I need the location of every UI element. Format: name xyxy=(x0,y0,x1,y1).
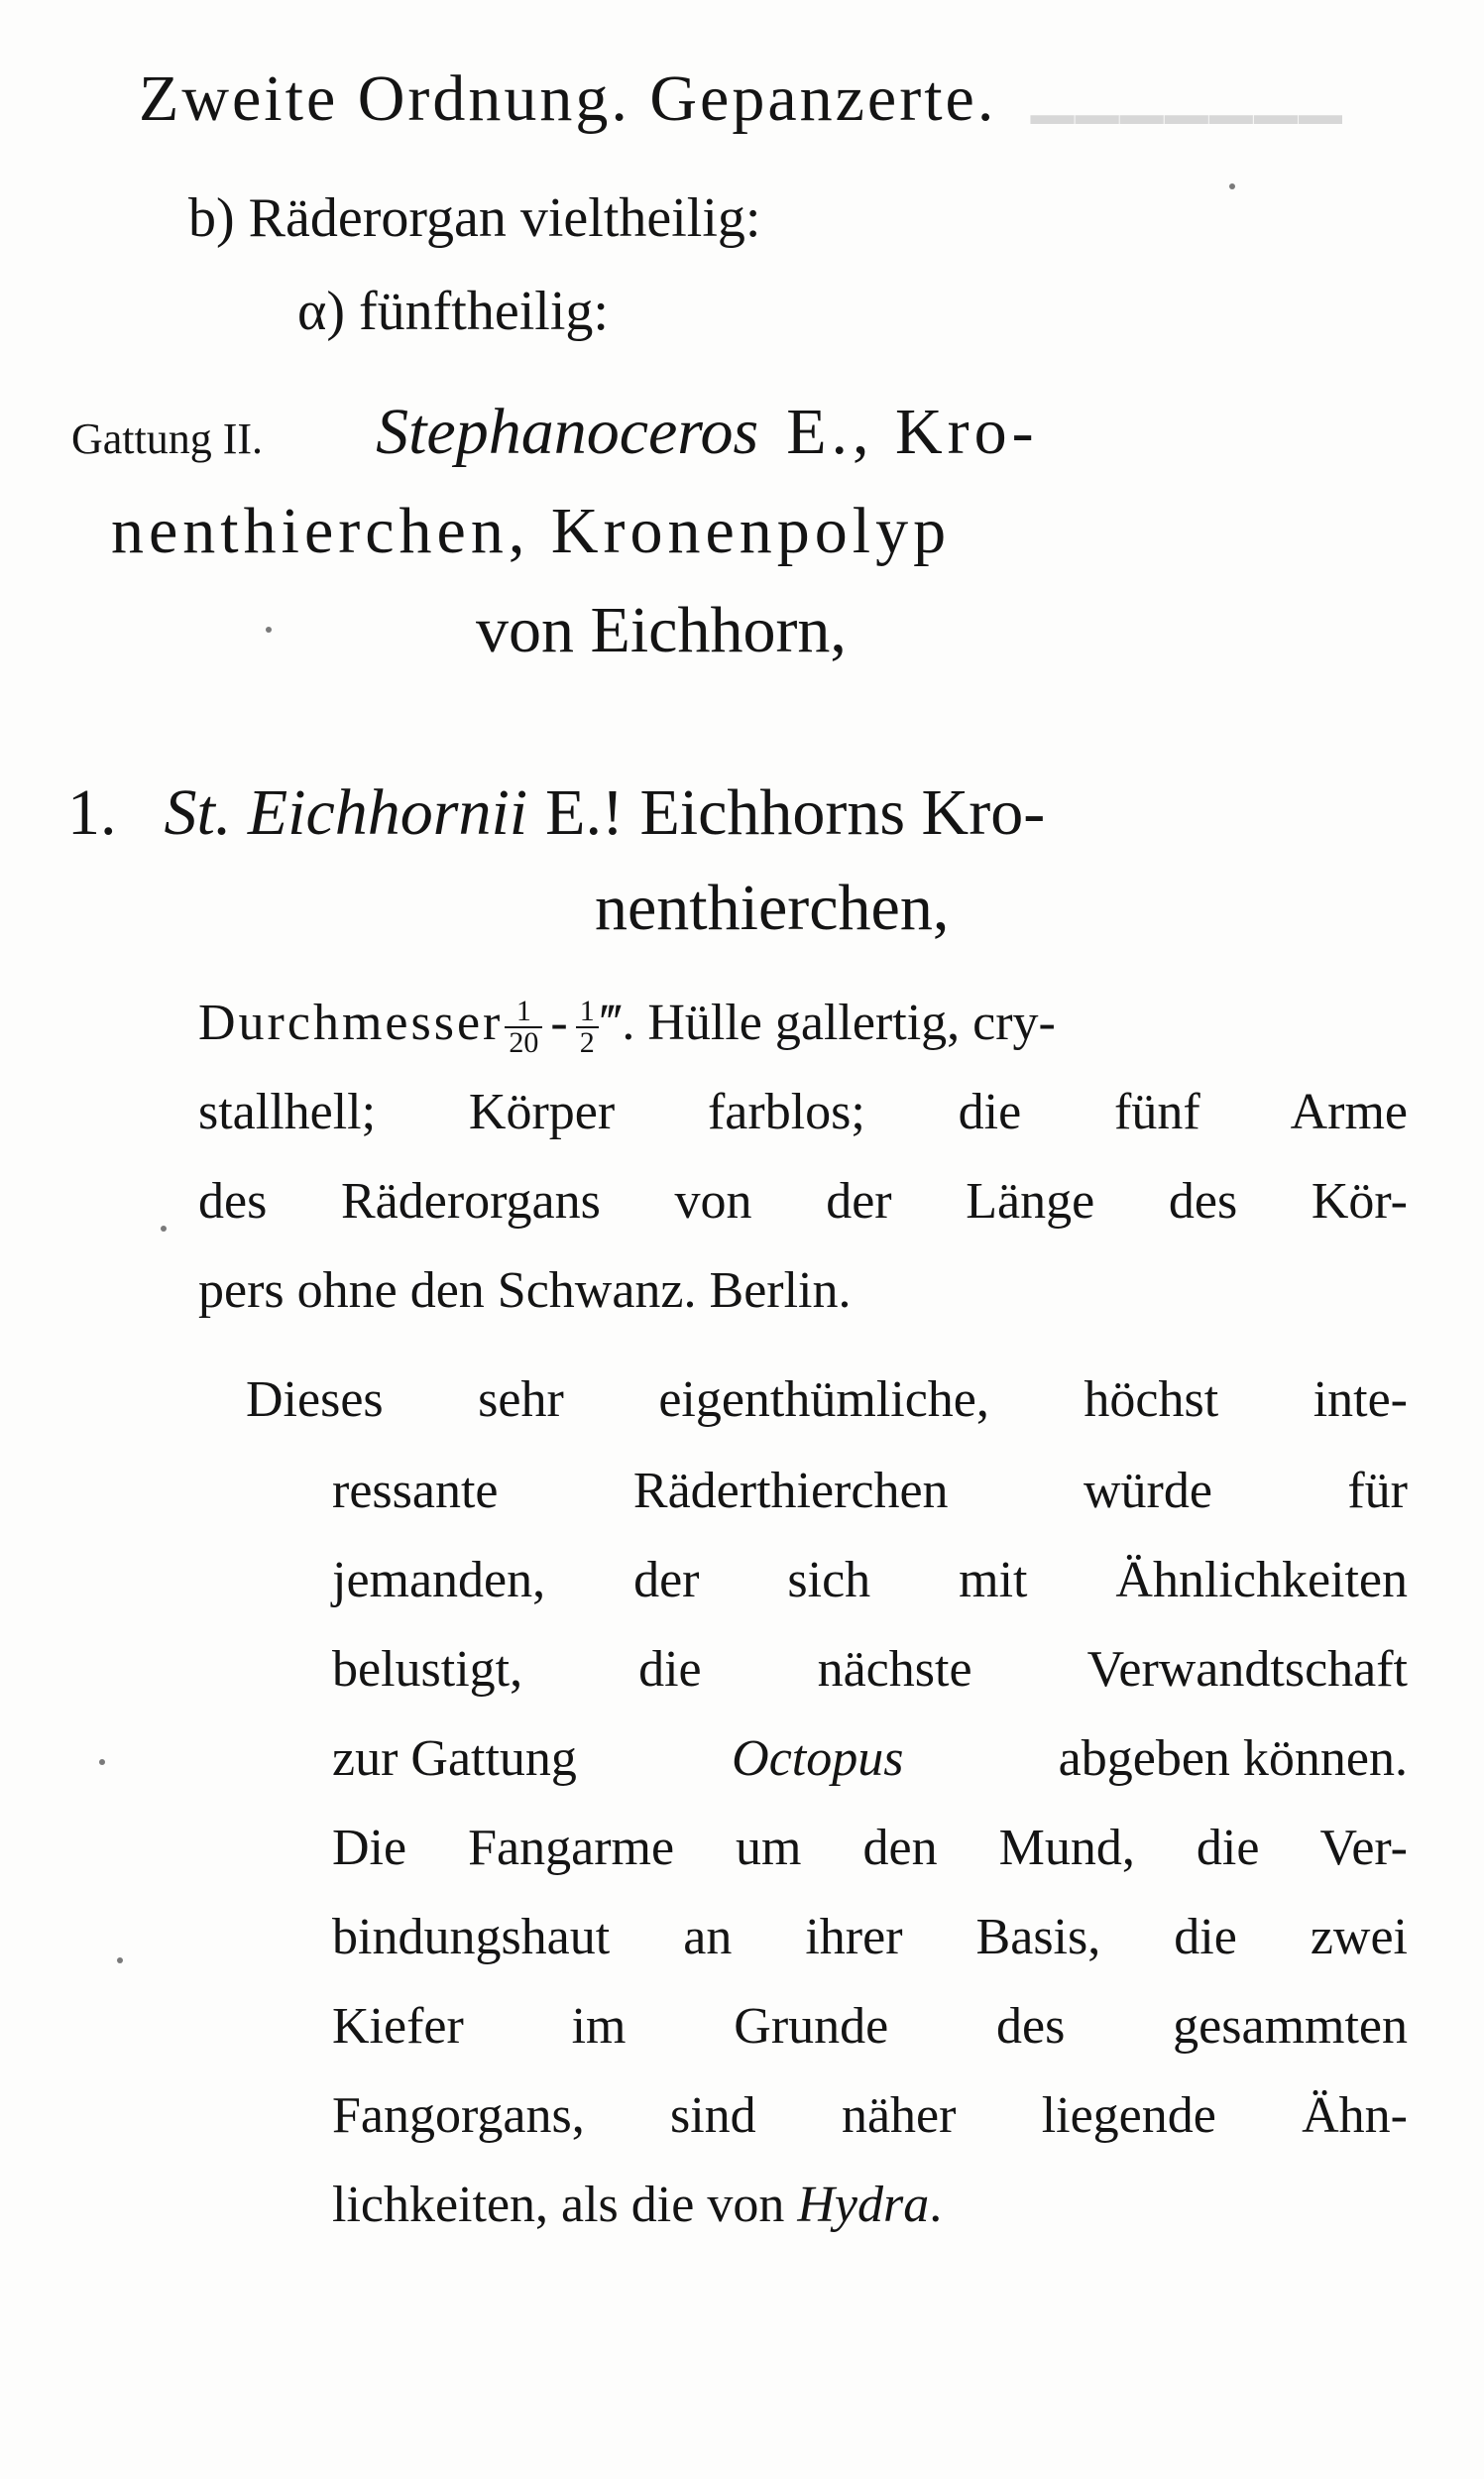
description-line-1 xyxy=(198,994,1056,1058)
species-name: St. Eichhornii xyxy=(164,776,528,849)
genus-label: Gattung II. xyxy=(71,414,264,463)
species-line-2: nenthierchen, xyxy=(595,872,950,944)
commentary-line: Die Fangarme um den Mund, die Ver- xyxy=(332,1820,1408,1876)
octopus-term: Octopus xyxy=(732,1730,904,1787)
genus-rest-1: E., Kro- xyxy=(786,396,1039,468)
hydra-post: . xyxy=(929,2177,943,2233)
bleed-through-texture: ▁▁▁▁▁▁▁ xyxy=(1031,61,1344,123)
description-after-fraction: ‴. Hülle gallertig, cry- xyxy=(600,995,1056,1051)
octopus-post: abgeben können. xyxy=(1058,1730,1408,1787)
scan-speck xyxy=(1229,183,1235,189)
species-line-1 xyxy=(67,775,1045,851)
genus-line-1 xyxy=(71,395,1370,470)
commentary-line-1: Dieses sehr eigenthümliche, höchst inte- xyxy=(246,1371,1408,1428)
commentary-line: jemanden, der sich mit Ähnlichkeiten xyxy=(332,1552,1408,1608)
hydra-term: Hydra xyxy=(797,2177,930,2233)
genus-line-3: von Eichhorn, xyxy=(476,594,847,666)
genus-name: Stephanoceros xyxy=(376,396,759,468)
hydra-pre: lichkeiten, als die von xyxy=(332,2177,785,2233)
commentary-line: belustigt, die nächste Verwandtschaft xyxy=(332,1641,1408,1698)
fraction-1: $\frac{1}{20}$ xyxy=(505,997,542,1058)
commentary-line: bindungshaut an ihrer Basis, die zwei xyxy=(332,1909,1408,1965)
commentary-octopus-line xyxy=(332,1729,1408,1788)
scan-speck xyxy=(99,1759,105,1765)
commentary-line: ressante Räderthierchen würde für xyxy=(332,1463,1408,1519)
description-line: pers ohne den Schwanz. Berlin. xyxy=(198,1262,852,1319)
description-lead: Durchmesser xyxy=(198,995,504,1051)
scan-speck xyxy=(117,1957,123,1963)
fraction-dash: - xyxy=(550,995,568,1051)
species-number: 1. xyxy=(67,776,117,849)
species-rest-1: E.! Eichhorns Kro- xyxy=(545,776,1046,849)
description-line: des Räderorgans von der Länge des Kör- xyxy=(198,1173,1408,1230)
description-line: stallhell; Körper farblos; die fünf Arme xyxy=(198,1084,1408,1140)
order-heading: Zweite Ordnung. Gepanzerte. xyxy=(139,62,997,135)
fraction-2: $\frac{1}{2}$ xyxy=(576,997,599,1058)
genus-line-2: nenthierchen, Kronenpolyp xyxy=(111,495,952,567)
commentary-line: Fangorgans, sind näher liegende Ähn- xyxy=(332,2087,1408,2144)
scan-speck xyxy=(266,627,272,633)
subheading-b: b) Räderorgan vieltheilig: xyxy=(188,187,761,249)
octopus-pre: zur Gattung xyxy=(332,1730,577,1787)
commentary-hydra-line xyxy=(332,2176,942,2234)
commentary-line: Kiefer im Grunde des gesammten xyxy=(332,1998,1408,2055)
scan-speck xyxy=(161,1226,167,1232)
subheading-alpha: α) fünftheilig: xyxy=(297,281,609,342)
